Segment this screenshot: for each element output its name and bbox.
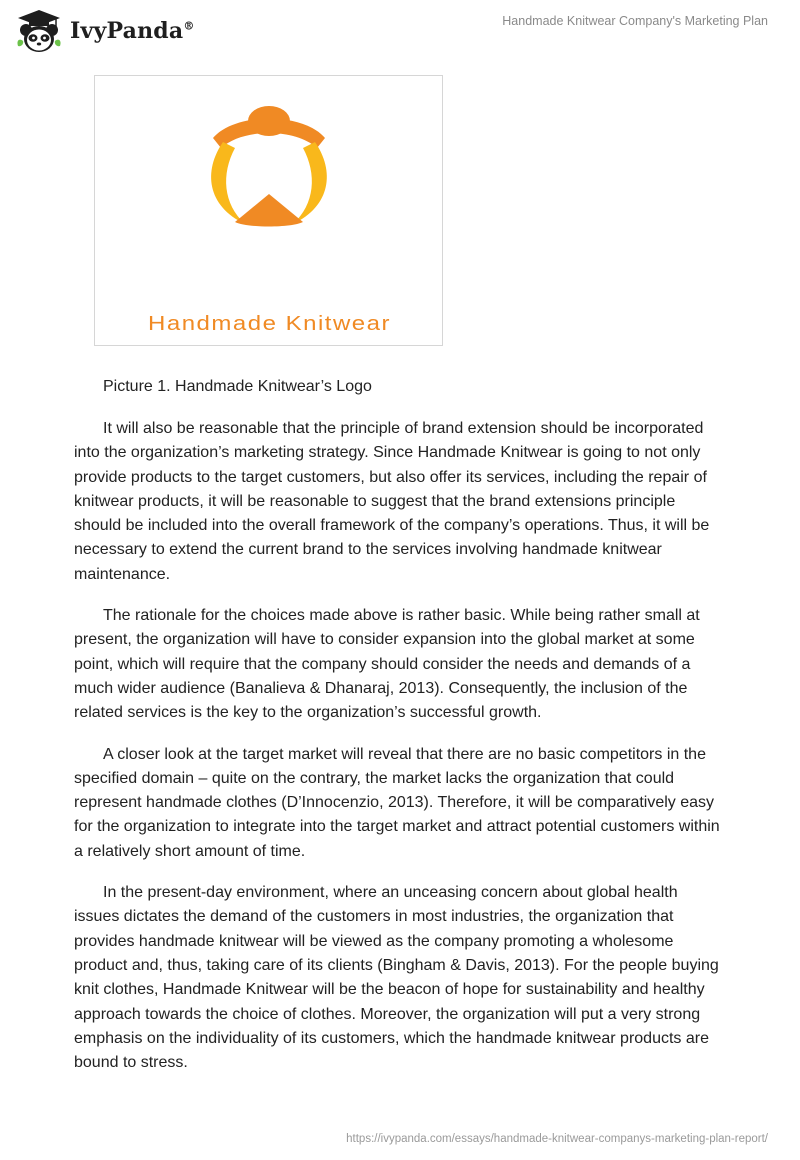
paragraph: The rationale for the choices made above is rather basic. While being rather small at present, the organization will have to consider expansion into the global market at some point, which will require that the company should consider the needs and demands of a much wider audience (Banalieva & Dhanaraj, 2013). Consequently, the inclusion of the related services is the key to the organization’s successful growth. <box>74 607 700 722</box>
essay-body <box>74 417 724 1092</box>
brand-name: IvyPanda® <box>70 18 195 44</box>
ivypanda-logo[interactable] <box>14 8 195 54</box>
paragraph: In the present-day environment, where an unceasing concern about global health issues dictates the demand of the customers in most industries, the organization that provides handmade knitwear will be viewed as the company promoting a wholesome product and, thus, taking care of its clients (Bingham & Davis, 2013). For the people buying knit clothes, Handmade Knitwear will be the beacon of hope for sustainability and healthy approach towards the choice of clothes. Moreover, the organization will put a very strong emphasis on the individuality of its customers, which the handmade knitwear products are bound to stress. <box>74 884 719 1072</box>
logo-figure <box>94 75 443 346</box>
knitwear-logo-icon <box>95 76 444 347</box>
panda-mascot-icon <box>14 8 64 54</box>
page-header <box>0 0 800 60</box>
source-url-link[interactable]: https://ivypanda.com/essays/handmade-knitwear-companys-marketing-plan-report/ <box>346 1133 768 1145</box>
logo-wordmark: Handmade Knitwear <box>148 312 391 335</box>
paragraph: It will also be reasonable that the principle of brand extension should be incorporated into the organization’s marketing strategy. Since Handmade Knitwear is going to not only provide products to the target customers, but also offer its services, including the repair of knitwear products, it will be reasonable to suggest that the brand extensions principle should be included into the overall framework of the company’s operations. Thus, it will be necessary to extend the current brand to the services involving handmade knitwear maintenance. <box>74 420 710 583</box>
figure-caption: Picture 1. Handmade Knitwear’s Logo <box>103 378 372 395</box>
document-title: Handmade Knitwear Company's Marketing Plan <box>502 14 768 28</box>
paragraph: A closer look at the target market will reveal that there are no basic competitors in the specified domain – quite on the contrary, the market lacks the organization that could represent handmade clothes (D’Innocenzio, 2013). Therefore, it will be comparatively easy for the organization to integrate into the target market and attract potential customers within a relatively short amount of time. <box>74 745 720 860</box>
